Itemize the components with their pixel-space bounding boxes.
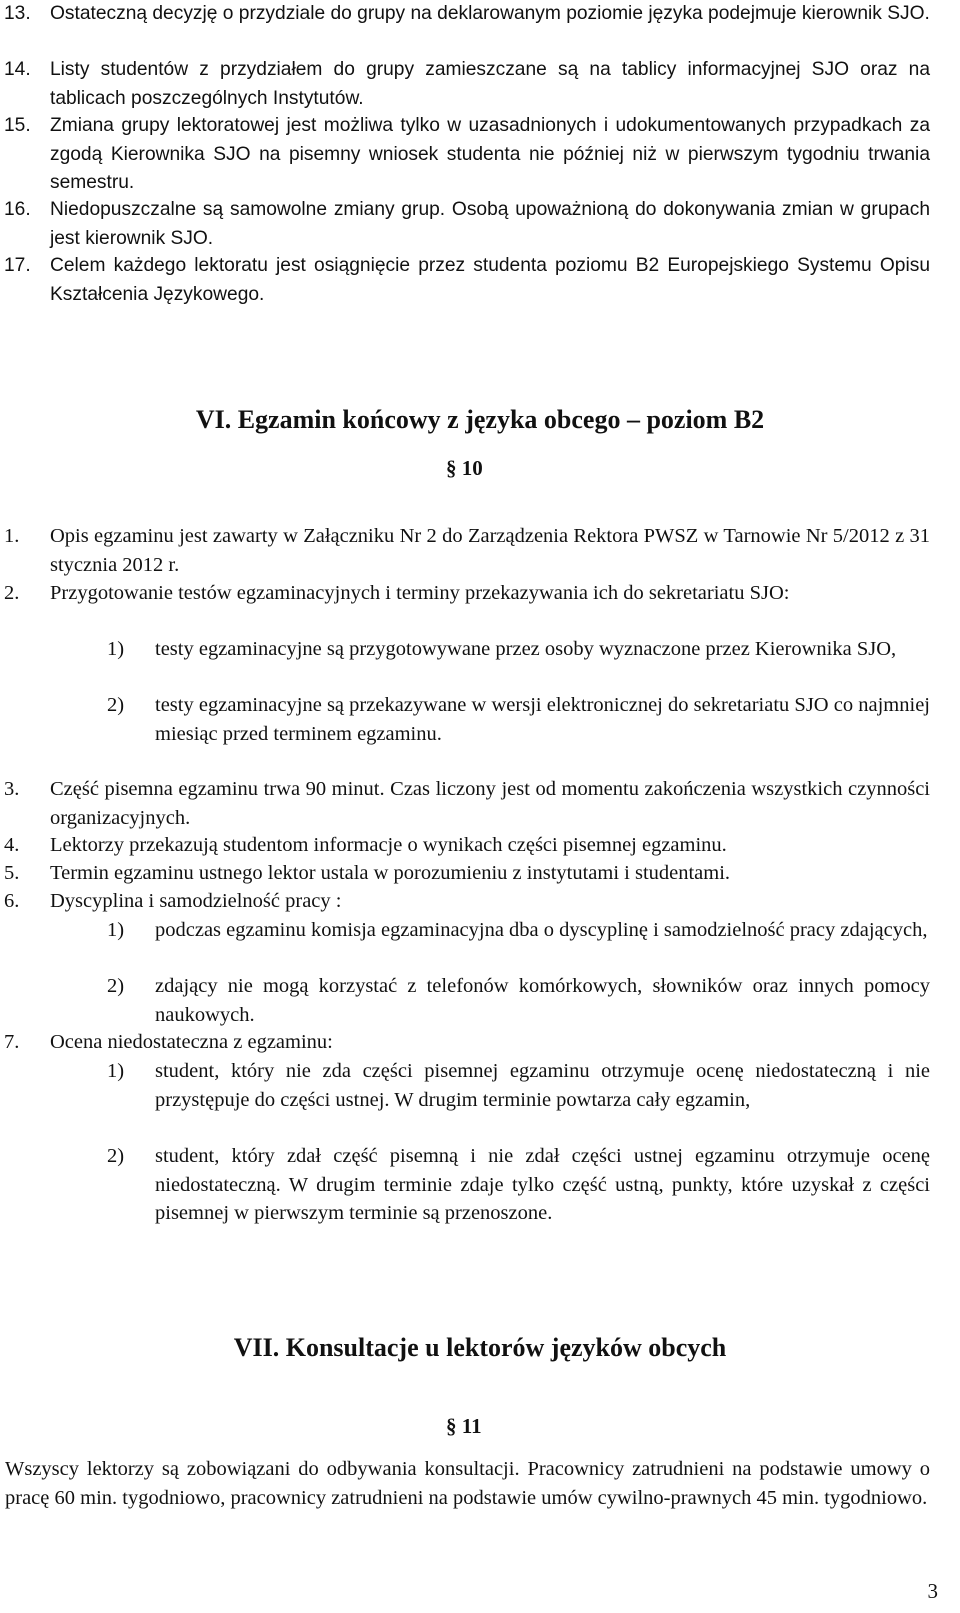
sub-list-item (107, 1142, 930, 1228)
sub-item-number: 1) (107, 1060, 125, 1082)
list-item (4, 522, 930, 579)
item-text: Zmiana grupy lektoratowej jest możliwa tylko w uzasadnionych i udokumentowanych przypadkach za zgodą Kierownika SJO na pisemny wniosek studenta nie później niż w pierwszym tygodniu trwania semestru. (50, 115, 930, 193)
sub-item-text: student, który nie zda części pisemnej egzaminu otrzymuje ocenę niedostateczną i nie przystępuje do części ustnej. W drugim terminie powtarza cały egzamin, (155, 1060, 930, 1111)
item-number: 2. (4, 582, 20, 604)
list-item (4, 579, 930, 608)
item-number: 16. (4, 199, 31, 220)
sub-item-number: 2) (107, 694, 125, 716)
item-text: Opis egzaminu jest zawarty w Załączniku Nr 2 do Zarządzenia Rektora PWSZ w Tarnowie Nr 5/2012 z 31 stycznia 2012 r. (50, 525, 930, 576)
item-text: Dyscyplina i samodzielność pracy : (50, 890, 342, 912)
item-text: Ostateczną decyzję o przydziale do grupy na deklarowanym poziomie języka podejmuje kierownik SJO. (50, 3, 930, 24)
item-number: 1. (4, 525, 20, 547)
list-item (4, 112, 930, 198)
section-heading: VI. Egzamin końcowy z języka obcego – poziom B2 (195, 405, 765, 434)
item-number: 5. (4, 862, 20, 884)
list-item (4, 775, 930, 832)
sub-item-number: 1) (107, 919, 125, 941)
page-number: 3 (927, 1579, 938, 1603)
sub-item-number: 2) (107, 1145, 125, 1167)
item-text: Listy studentów z przydziałem do grupy zamieszczane są na tablicy informacyjnej SJO oraz na tablicach poszczególnych Instytutów. (50, 59, 930, 109)
item-number: 14. (4, 59, 31, 80)
item-text: Część pisemna egzaminu trwa 90 minut. Czas liczony jest od momentu zakończenia wszystkich czynności organizacyjnych. (50, 778, 930, 829)
item-text: Niedopuszczalne są samowolne zmiany grup. Osobą upoważnioną do dokonywania zmian w grupach jest kierownik SJO. (50, 199, 930, 249)
item-number: 7. (4, 1031, 20, 1053)
item-number: 4. (4, 834, 20, 856)
item-number: 3. (4, 778, 20, 800)
list-item (4, 887, 930, 916)
item-text: Celem każdego lektoratu jest osiągnięcie przez studenta poziomu B2 Europejskiego Systemu Opisu Kształcenia Językowego. (50, 255, 930, 305)
list-item (4, 196, 930, 253)
sub-item-text: testy egzaminacyjne są przekazywane w wersji elektronicznej do sekretariatu SJO co najmniej miesiąc przed terminem egzaminu. (155, 694, 930, 745)
item-text: Lektorzy przekazują studentom informacje o wynikach części pisemnej egzaminu. (50, 834, 727, 856)
item-text: Termin egzaminu ustnego lektor ustala w porozumieniu z instytutami i studentami. (50, 862, 731, 884)
sub-item-text: podczas egzaminu komisja egzaminacyjna dba o dyscyplinę i samodzielność pracy zdających, (155, 919, 928, 941)
section-paragraph: Wszyscy lektorzy są zobowiązani do odbywania konsultacji. Pracownicy zatrudnieni na podstawie umowy o pracę 60 min. tygodniowo, pracownicy zatrudnieni na podstawie umów cywilno-prawnych 45 min. tygodniowo. (5, 1458, 930, 1509)
list-item (4, 56, 930, 113)
sub-item-text: zdający nie mogą korzystać z telefonów komórkowych, słowników oraz innych pomocy naukowych. (155, 975, 930, 1026)
sub-list-item (107, 972, 930, 1029)
list-item (4, 252, 930, 309)
sub-list-item (107, 916, 930, 945)
list-item (4, 0, 930, 29)
list-item (4, 1028, 930, 1057)
paragraph-number: § 11 (446, 1414, 482, 1438)
item-text: Ocena niedostateczna z egzaminu: (50, 1031, 333, 1053)
sub-item-text: student, który zdał część pisemną i nie zdał części ustnej egzaminu otrzymuje ocenę niedostateczną. W drugim terminie zdaje tylko część ustną, punkty, które uzyskał z części pisemnej w pierwszym terminie są przenoszone. (155, 1145, 930, 1224)
item-number: 13. (4, 3, 31, 24)
list-item (4, 831, 930, 860)
sub-list-item (107, 635, 930, 664)
item-number: 15. (4, 115, 31, 136)
sub-item-number: 2) (107, 975, 125, 997)
paragraph-number: § 10 (446, 456, 483, 480)
item-text: Przygotowanie testów egzaminacyjnych i terminy przekazywania ich do sekretariatu SJO: (50, 582, 790, 604)
sub-item-number: 1) (107, 638, 125, 660)
list-item (4, 859, 930, 888)
sub-item-text: testy egzaminacyjne są przygotowywane przez osoby wyznaczone przez Kierownika SJO, (155, 638, 897, 660)
item-number: 17. (4, 255, 31, 276)
sub-list-item (107, 691, 930, 748)
section-heading: VII. Konsultacje u lektorów języków obcych (233, 1333, 727, 1362)
item-number: 6. (4, 890, 20, 912)
sub-list-item (107, 1057, 930, 1114)
